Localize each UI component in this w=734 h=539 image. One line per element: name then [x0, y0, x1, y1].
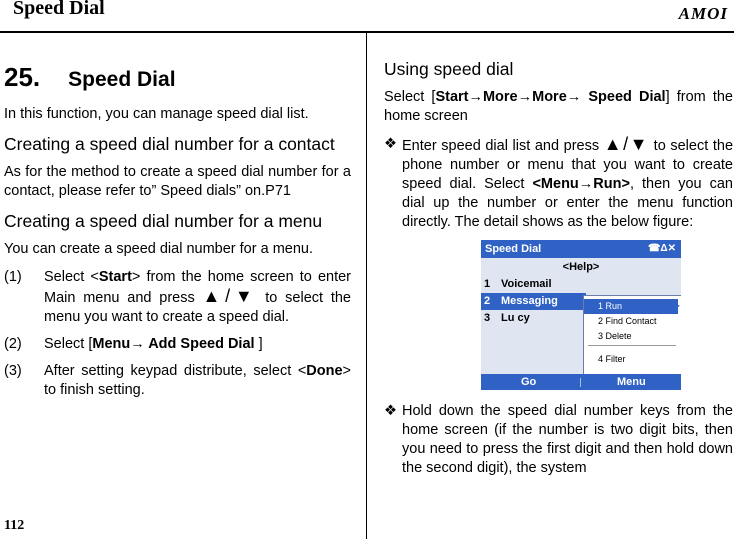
up-down-arrows-icon: ▲/▼ [603, 134, 650, 154]
header-title: Speed Dial [13, 0, 105, 19]
phone-status-icons: ☎Δ✕ [647, 243, 676, 254]
step-text: After setting keypad distribute, select <Done> to finish setting. [44, 363, 351, 398]
page-number: 112 [4, 518, 25, 533]
amoi-logo: AMOI [678, 4, 728, 23]
section-menu-text: You can create a speed dial number for a menu. [4, 241, 313, 257]
step-3 [4, 362, 351, 400]
submenu-arrow-icon: ▶ [673, 301, 680, 310]
softkey-divider [580, 378, 581, 387]
speed-dial-entry: 1 Voicemail [484, 278, 552, 290]
step-2 [4, 335, 351, 354]
section-contact-heading: Creating a speed dial number for a contact [4, 134, 335, 154]
using-speed-dial-heading: Using speed dial [384, 59, 514, 79]
step-1 [4, 268, 351, 327]
section-menu-heading: Creating a speed dial number for a menu [4, 211, 323, 231]
step-number: (2) [4, 336, 22, 352]
bullet-hold-down [384, 402, 733, 478]
phone-title: Speed Dial [485, 243, 542, 255]
chapter-number: 25. [4, 62, 41, 92]
phone-title-bar [481, 240, 681, 258]
phone-softkey-bar [481, 374, 681, 390]
diamond-bullet-icon: ❖ [384, 403, 397, 419]
step-number: (3) [4, 363, 22, 379]
menu-item-run: 1 Run [584, 299, 678, 314]
step-number: (1) [4, 269, 22, 285]
diamond-bullet-icon: ❖ [384, 136, 397, 152]
bullet-text: Hold down the speed dial number keys from the home screen (if the number is two digit bits, then you need to press the first digit and then hold down the second digit), the system [402, 403, 733, 476]
menu-item-find-contact: 2 Find Contact [598, 316, 657, 326]
speed-dial-entry-selected: 2 Messaging [481, 293, 586, 310]
chapter-heading [4, 62, 351, 97]
bullet-enter-list [384, 135, 733, 232]
header-rule [0, 31, 734, 33]
column-divider [366, 33, 367, 539]
phone-screenshot [481, 240, 681, 390]
step-text: Select [Menu→ Add Speed Dial ] [44, 336, 263, 352]
menu-separator [588, 345, 676, 346]
section-contact-text: As for the method to create a speed dial number for a contact, please refer to” Speed dials” on.P71 [4, 164, 351, 199]
speed-dial-entry: 3 Lu cy [484, 312, 530, 324]
page-header [0, 0, 734, 38]
chapter-title: Speed Dial [68, 68, 176, 91]
menu-item-filter: 4 Filter [598, 354, 626, 364]
up-down-arrows-icon: ▲/▼ [202, 286, 258, 306]
left-column [4, 62, 351, 408]
phone-help: <Help> [562, 261, 600, 273]
menu-path-text: Select [Start→More→More→ Speed Dial] from the home screen [384, 89, 733, 124]
softkey-go: Go [521, 376, 537, 388]
step-text: Select <Start> from the home screen to enter Main menu and press ▲/▼ to select the menu you want to create a speed dial. [44, 269, 351, 325]
softkey-menu: Menu [617, 376, 646, 388]
menu-item-delete: 3 Delete [598, 331, 632, 341]
phone-popup-menu [583, 295, 681, 375]
right-column [384, 58, 733, 478]
bullet-text: Enter speed dial list and press ▲/▼ to select the phone number or menu that you want to create speed dial. Select <Menu→Run>, then you can dial up the number or enter the menu function directly. The detail shows as the below figure: [402, 134, 734, 230]
intro-text: In this function, you can manage speed dial list. [4, 106, 309, 122]
